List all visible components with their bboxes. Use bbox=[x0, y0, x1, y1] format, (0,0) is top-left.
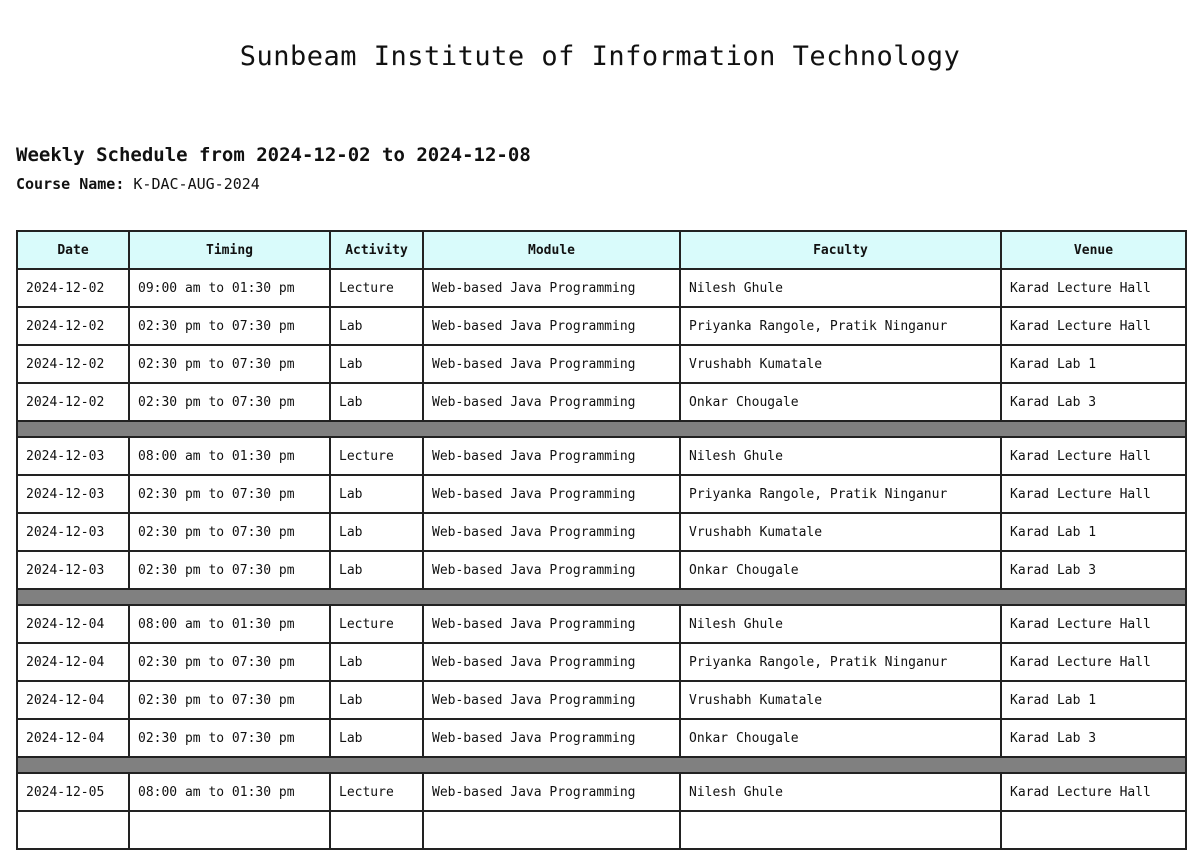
activity-cell: Lecture bbox=[330, 605, 423, 643]
venue-cell: Karad Lecture Hall bbox=[1001, 475, 1186, 513]
venue-cell: Karad Lab 1 bbox=[1001, 513, 1186, 551]
date-cell: 2024-12-02 bbox=[17, 307, 129, 345]
venue-cell: Karad Lab 1 bbox=[1001, 681, 1186, 719]
date-cell: 2024-12-02 bbox=[17, 383, 129, 421]
day-separator bbox=[17, 421, 1186, 437]
column-header-timing: Timing bbox=[129, 231, 330, 269]
table-row bbox=[17, 269, 1186, 307]
timing-cell: 09:00 am to 01:30 pm bbox=[129, 269, 330, 307]
module-cell: Web-based Java Programming bbox=[423, 307, 680, 345]
activity-cell: Lab bbox=[330, 307, 423, 345]
course-line bbox=[16, 175, 260, 193]
date-cell: 2024-12-05 bbox=[17, 773, 129, 811]
venue-cell: Karad Lecture Hall bbox=[1001, 643, 1186, 681]
module-cell: Web-based Java Programming bbox=[423, 513, 680, 551]
date-cell: 2024-12-03 bbox=[17, 551, 129, 589]
timing-cell: 08:00 am to 01:30 pm bbox=[129, 605, 330, 643]
activity-cell: Lecture bbox=[330, 773, 423, 811]
activity-cell: Lab bbox=[330, 475, 423, 513]
empty-cell bbox=[129, 811, 330, 849]
venue-cell: Karad Lecture Hall bbox=[1001, 307, 1186, 345]
empty-cell bbox=[330, 811, 423, 849]
module-cell: Web-based Java Programming bbox=[423, 605, 680, 643]
empty-cell bbox=[17, 811, 129, 849]
table-row bbox=[17, 437, 1186, 475]
empty-cell bbox=[1001, 811, 1186, 849]
date-cell: 2024-12-02 bbox=[17, 345, 129, 383]
faculty-cell: Vrushabh Kumatale bbox=[680, 345, 1001, 383]
module-cell: Web-based Java Programming bbox=[423, 551, 680, 589]
table-row bbox=[17, 605, 1186, 643]
activity-cell: Lab bbox=[330, 551, 423, 589]
table-row bbox=[17, 643, 1186, 681]
date-cell: 2024-12-04 bbox=[17, 643, 129, 681]
date-cell: 2024-12-02 bbox=[17, 269, 129, 307]
column-header-date: Date bbox=[17, 231, 129, 269]
activity-cell: Lab bbox=[330, 513, 423, 551]
timing-cell: 02:30 pm to 07:30 pm bbox=[129, 551, 330, 589]
timing-cell: 02:30 pm to 07:30 pm bbox=[129, 307, 330, 345]
venue-cell: Karad Lecture Hall bbox=[1001, 437, 1186, 475]
module-cell: Web-based Java Programming bbox=[423, 345, 680, 383]
module-cell: Web-based Java Programming bbox=[423, 437, 680, 475]
date-cell: 2024-12-03 bbox=[17, 513, 129, 551]
venue-cell: Karad Lab 1 bbox=[1001, 345, 1186, 383]
faculty-cell: Vrushabh Kumatale bbox=[680, 681, 1001, 719]
timing-cell: 02:30 pm to 07:30 pm bbox=[129, 345, 330, 383]
table-row bbox=[17, 345, 1186, 383]
day-separator-bar bbox=[17, 757, 1186, 773]
module-cell: Web-based Java Programming bbox=[423, 773, 680, 811]
table-row bbox=[17, 551, 1186, 589]
module-cell: Web-based Java Programming bbox=[423, 719, 680, 757]
date-cell: 2024-12-03 bbox=[17, 437, 129, 475]
timing-cell: 02:30 pm to 07:30 pm bbox=[129, 681, 330, 719]
schedule-table bbox=[16, 230, 1187, 850]
day-separator-bar bbox=[17, 421, 1186, 437]
faculty-cell: Nilesh Ghule bbox=[680, 269, 1001, 307]
day-separator bbox=[17, 757, 1186, 773]
timing-cell: 02:30 pm to 07:30 pm bbox=[129, 383, 330, 421]
faculty-cell: Onkar Chougale bbox=[680, 383, 1001, 421]
venue-cell: Karad Lecture Hall bbox=[1001, 269, 1186, 307]
table-row bbox=[17, 719, 1186, 757]
empty-cell bbox=[680, 811, 1001, 849]
date-cell: 2024-12-03 bbox=[17, 475, 129, 513]
table-row bbox=[17, 475, 1186, 513]
faculty-cell: Onkar Chougale bbox=[680, 719, 1001, 757]
course-value: K-DAC-AUG-2024 bbox=[133, 175, 260, 193]
empty-cell bbox=[423, 811, 680, 849]
faculty-cell: Priyanka Rangole, Pratik Ninganur bbox=[680, 307, 1001, 345]
activity-cell: Lab bbox=[330, 681, 423, 719]
module-cell: Web-based Java Programming bbox=[423, 383, 680, 421]
schedule-heading: Weekly Schedule from 2024-12-02 to 2024-12-08 bbox=[16, 144, 531, 166]
date-cell: 2024-12-04 bbox=[17, 605, 129, 643]
faculty-cell: Onkar Chougale bbox=[680, 551, 1001, 589]
timing-cell: 02:30 pm to 07:30 pm bbox=[129, 475, 330, 513]
date-cell: 2024-12-04 bbox=[17, 681, 129, 719]
activity-cell: Lecture bbox=[330, 269, 423, 307]
venue-cell: Karad Lecture Hall bbox=[1001, 773, 1186, 811]
activity-cell: Lab bbox=[330, 643, 423, 681]
date-cell: 2024-12-04 bbox=[17, 719, 129, 757]
day-separator bbox=[17, 589, 1186, 605]
venue-cell: Karad Lab 3 bbox=[1001, 383, 1186, 421]
table-row bbox=[17, 383, 1186, 421]
venue-cell: Karad Lecture Hall bbox=[1001, 605, 1186, 643]
timing-cell: 08:00 am to 01:30 pm bbox=[129, 773, 330, 811]
module-cell: Web-based Java Programming bbox=[423, 475, 680, 513]
table-header-row bbox=[17, 231, 1186, 269]
column-header-activity: Activity bbox=[330, 231, 423, 269]
module-cell: Web-based Java Programming bbox=[423, 681, 680, 719]
course-label: Course Name: bbox=[16, 175, 125, 193]
table-row bbox=[17, 307, 1186, 345]
faculty-cell: Priyanka Rangole, Pratik Ninganur bbox=[680, 643, 1001, 681]
day-separator-bar bbox=[17, 589, 1186, 605]
table-row-partial bbox=[17, 811, 1186, 849]
timing-cell: 02:30 pm to 07:30 pm bbox=[129, 643, 330, 681]
module-cell: Web-based Java Programming bbox=[423, 643, 680, 681]
venue-cell: Karad Lab 3 bbox=[1001, 551, 1186, 589]
activity-cell: Lab bbox=[330, 383, 423, 421]
activity-cell: Lab bbox=[330, 345, 423, 383]
schedule-body bbox=[17, 269, 1186, 849]
activity-cell: Lecture bbox=[330, 437, 423, 475]
column-header-venue: Venue bbox=[1001, 231, 1186, 269]
faculty-cell: Nilesh Ghule bbox=[680, 437, 1001, 475]
timing-cell: 02:30 pm to 07:30 pm bbox=[129, 719, 330, 757]
faculty-cell: Priyanka Rangole, Pratik Ninganur bbox=[680, 475, 1001, 513]
column-header-faculty: Faculty bbox=[680, 231, 1001, 269]
institute-title: Sunbeam Institute of Information Technology bbox=[239, 41, 961, 72]
timing-cell: 08:00 am to 01:30 pm bbox=[129, 437, 330, 475]
faculty-cell: Vrushabh Kumatale bbox=[680, 513, 1001, 551]
table-row bbox=[17, 513, 1186, 551]
venue-cell: Karad Lab 3 bbox=[1001, 719, 1186, 757]
column-header-module: Module bbox=[423, 231, 680, 269]
activity-cell: Lab bbox=[330, 719, 423, 757]
table-row bbox=[17, 773, 1186, 811]
timing-cell: 02:30 pm to 07:30 pm bbox=[129, 513, 330, 551]
faculty-cell: Nilesh Ghule bbox=[680, 605, 1001, 643]
module-cell: Web-based Java Programming bbox=[423, 269, 680, 307]
faculty-cell: Nilesh Ghule bbox=[680, 773, 1001, 811]
table-row bbox=[17, 681, 1186, 719]
